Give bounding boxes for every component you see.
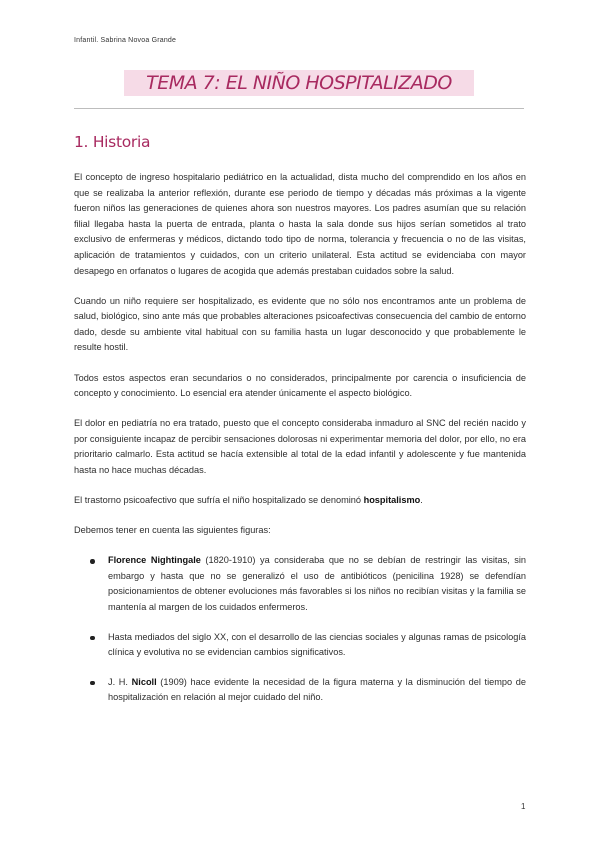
- list-item-name: Nicoll: [131, 676, 157, 687]
- list-item: [74, 630, 526, 661]
- hospitalismo-end: .: [420, 495, 423, 506]
- bullet-icon: [90, 636, 95, 641]
- figures-list: [74, 553, 526, 706]
- bullet-icon: [90, 681, 95, 686]
- figures-intro: Debemos tener en cuenta las siguientes figuras:: [74, 525, 271, 536]
- list-item-name: Florence Nightingale: [108, 555, 201, 566]
- section-title: 1. Historia: [74, 133, 151, 151]
- bullet-icon: [90, 559, 95, 564]
- page-title: TEMA 7: EL NIÑO HOSPITALIZADO: [146, 72, 452, 94]
- title-divider: [74, 108, 524, 109]
- hospitalismo-text: El trastorno psicoafectivo que sufría el niño hospitalizado se denominó: [74, 495, 364, 506]
- hospitalismo-term: hospitalismo: [363, 495, 421, 506]
- list-item-prefix: J. H.: [108, 676, 132, 687]
- list-item: [74, 553, 526, 615]
- list-item-text: Hasta mediados del siglo XX, con el desarrollo de las ciencias sociales y algunas ramas de psicología clínica y evolutiva no se evidencian cambios significativos.: [108, 631, 526, 658]
- paragraph: El dolor en pediatría no era tratado, puesto que el concepto consideraba inmaduro al SNC del recién nacido y por consiguiente incapaz de percibir sensaciones dolorosas ni experimentar memoria del dolor, por ello, no era prioritario calmarlo. Esta actitud se hacía extensible al total de la edad infantil y adolescente y fue mantenida hasta no hace muchas décadas.: [74, 418, 526, 475]
- page-number: 1: [521, 802, 526, 811]
- header-author: Infantil. Sabrina Novoa Grande: [74, 37, 177, 44]
- document-body: [74, 170, 526, 720]
- paragraph: El concepto de ingreso hospitalario pediátrico en la actualidad, dista mucho del comprendido en los años en que se realizaba la anterior reflexión, durante ese periodo de tiempo y décadas más próximas a la vigente fueron niños las generaciones de quienes ahora son nuestros mayores. Los padres asumían que su relación filial llegaba hasta la puerta de entrada, planta o hasta la sala donde sus hijos serían sometidos al trato exclusivo de enfermeras y médicos, dictando todo tipo de norma, tolerancia y frecuencia o no de las visitas, aplicación de tratamientos y cuidados, con un criterio unilateral. Esta actitud se evidenciaba con mayor desapego en orfanatos o lugares de acogida que además prestaban cuidados sobre la salud.: [74, 172, 526, 276]
- list-item-text: (1820-1910) ya consideraba que no se debían de restringir las visitas, sin embargo y hasta que no se generalizó el uso de antibióticos (penicilina 1928) se defendían posicionamientos de obtener evoluciones más favorables si los niños no recibían visitas y la familia se mantenía al margen de los cuidados enfermeros.: [108, 555, 526, 613]
- list-item: [74, 675, 526, 706]
- paragraph: Todos estos aspectos eran secundarios o no considerados, principalmente por carencia o insuficiencia de concepto y conocimiento. Lo esencial era atender únicamente el aspecto biológico.: [74, 372, 526, 399]
- paragraph: Cuando un niño requiere ser hospitalizado, es evidente que no sólo nos encontramos ante un problema de salud, biológico, sino ante más que probables alteraciones psicoafectivas consecuencia del cambio de entorno dado, desde su ambiente vital habitual con su familia hasta un lugar desconocido y que probablemente le resulte hostil.: [74, 295, 526, 353]
- hospitalismo-paragraph: [74, 493, 526, 509]
- list-item-text: (1909) hace evidente la necesidad de la figura materna y la disminución del tiempo de hospitalización en relación al mejor cuidado del niño.: [108, 676, 526, 703]
